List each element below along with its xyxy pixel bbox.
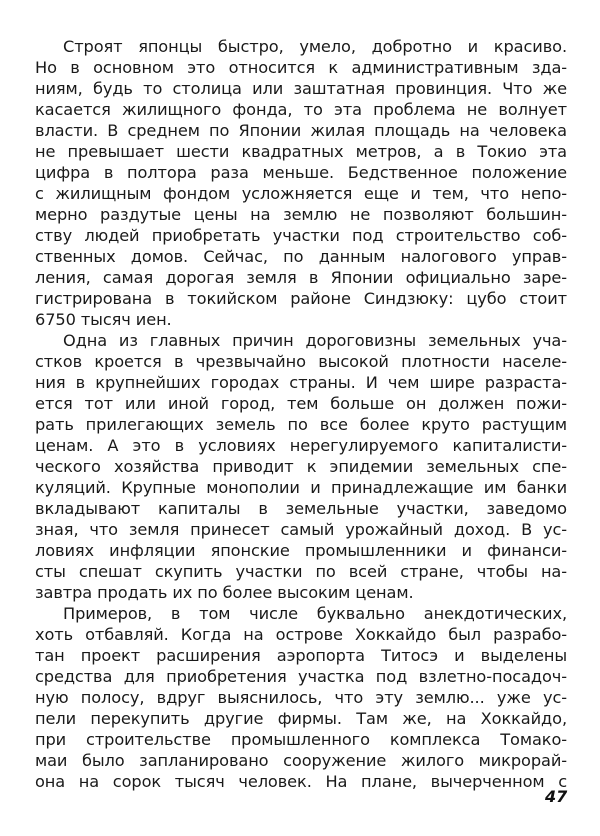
text-line: Примеров, в том числе буквально анекдотических, — [63, 604, 567, 623]
text-line: с жилищным фондом усложняется еще и тем, что непо- — [35, 184, 567, 203]
text-line: ления, самая дорогая земля в Японии официально заре- — [35, 268, 567, 287]
text-line: касается жилищного фонда, то эта проблема не волнует — [35, 100, 567, 119]
text-line: 6750 тысяч иен. — [35, 310, 172, 329]
paragraph — [35, 36, 567, 330]
text-line: маи было запланировано сооружение жилого микрорай- — [35, 751, 567, 770]
paragraph — [35, 603, 567, 792]
text-line: хоть отбавляй. Когда на острове Хоккайдо был разрабо- — [35, 625, 567, 644]
text-line: сты спешат скупить участки по всей стране, чтобы на- — [35, 562, 567, 581]
text-line: ческого хозяйства приводит к эпидемии земельных спе- — [35, 457, 567, 476]
page-number: 47 — [545, 787, 568, 806]
text-line: ценам. А это в условиях нерегулируемого капиталисти- — [35, 436, 567, 455]
text-line: вкладывают капиталы в земельные участки, заведомо — [35, 499, 567, 518]
text-line: рать прилегающих земель по все более круто растущим — [35, 415, 567, 434]
text-line: ния в крупнейших городах страны. И чем шире разраста- — [35, 373, 567, 392]
text-line: ется тот или иной город, тем больше он должен пожи- — [35, 394, 567, 413]
text-line: Одна из главных причин дороговизны земельных уча- — [63, 331, 567, 350]
text-line: пели перекупить другие фирмы. Там же, на Хоккайдо, — [35, 709, 567, 728]
text-line: зная, что земля принесет самый урожайный доход. В ус- — [35, 520, 567, 539]
text-line: ную полосу, вдруг выяснилось, что эту землю... уже ус- — [35, 688, 567, 707]
text-line: цифра в полтора раза меньше. Бедственное положение — [35, 163, 567, 182]
text-line: при строительстве промышленного комплекса Томако- — [35, 730, 567, 749]
text-line: мерно раздутые цены на землю не позволяют большин- — [35, 205, 567, 224]
text-line: ловиях инфляции японские промышленники и финанси- — [35, 541, 567, 560]
text-line: ниям, будь то столица или заштатная провинция. Что же — [35, 79, 567, 98]
text-line: Строят японцы быстро, умело, добротно и красиво. — [63, 37, 567, 56]
text-line: власти. В среднем по Японии жилая площадь на человека — [35, 121, 567, 140]
text-line: куляций. Крупные монополии и принадлежащие им банки — [35, 478, 567, 497]
text-line: ственных домов. Сейчас, по данным налогового управ- — [35, 247, 567, 266]
text-line: стков кроется в чрезвычайно высокой плотности населе- — [35, 352, 567, 371]
text-line: Но в основном это относится к административным зда- — [35, 58, 567, 77]
paragraph — [35, 330, 567, 603]
text-line: она на сорок тысяч человек. На плане, вычерченном с — [35, 772, 567, 791]
text-line: ству людей приобретать участки под строительство соб- — [35, 226, 567, 245]
text-line: не превышает шести квадратных метров, а в Токио эта — [35, 142, 567, 161]
text-line: тан проект расширения аэропорта Титосэ и выделены — [35, 646, 567, 665]
text-line: гистрирована в токийском районе Синдзюку: цубо стоит — [35, 289, 567, 308]
page-body — [35, 36, 567, 792]
text-line: завтра продать их по более высоким ценам. — [35, 583, 414, 602]
text-line: средства для приобретения участка под взлетно-посадоч- — [35, 667, 567, 686]
